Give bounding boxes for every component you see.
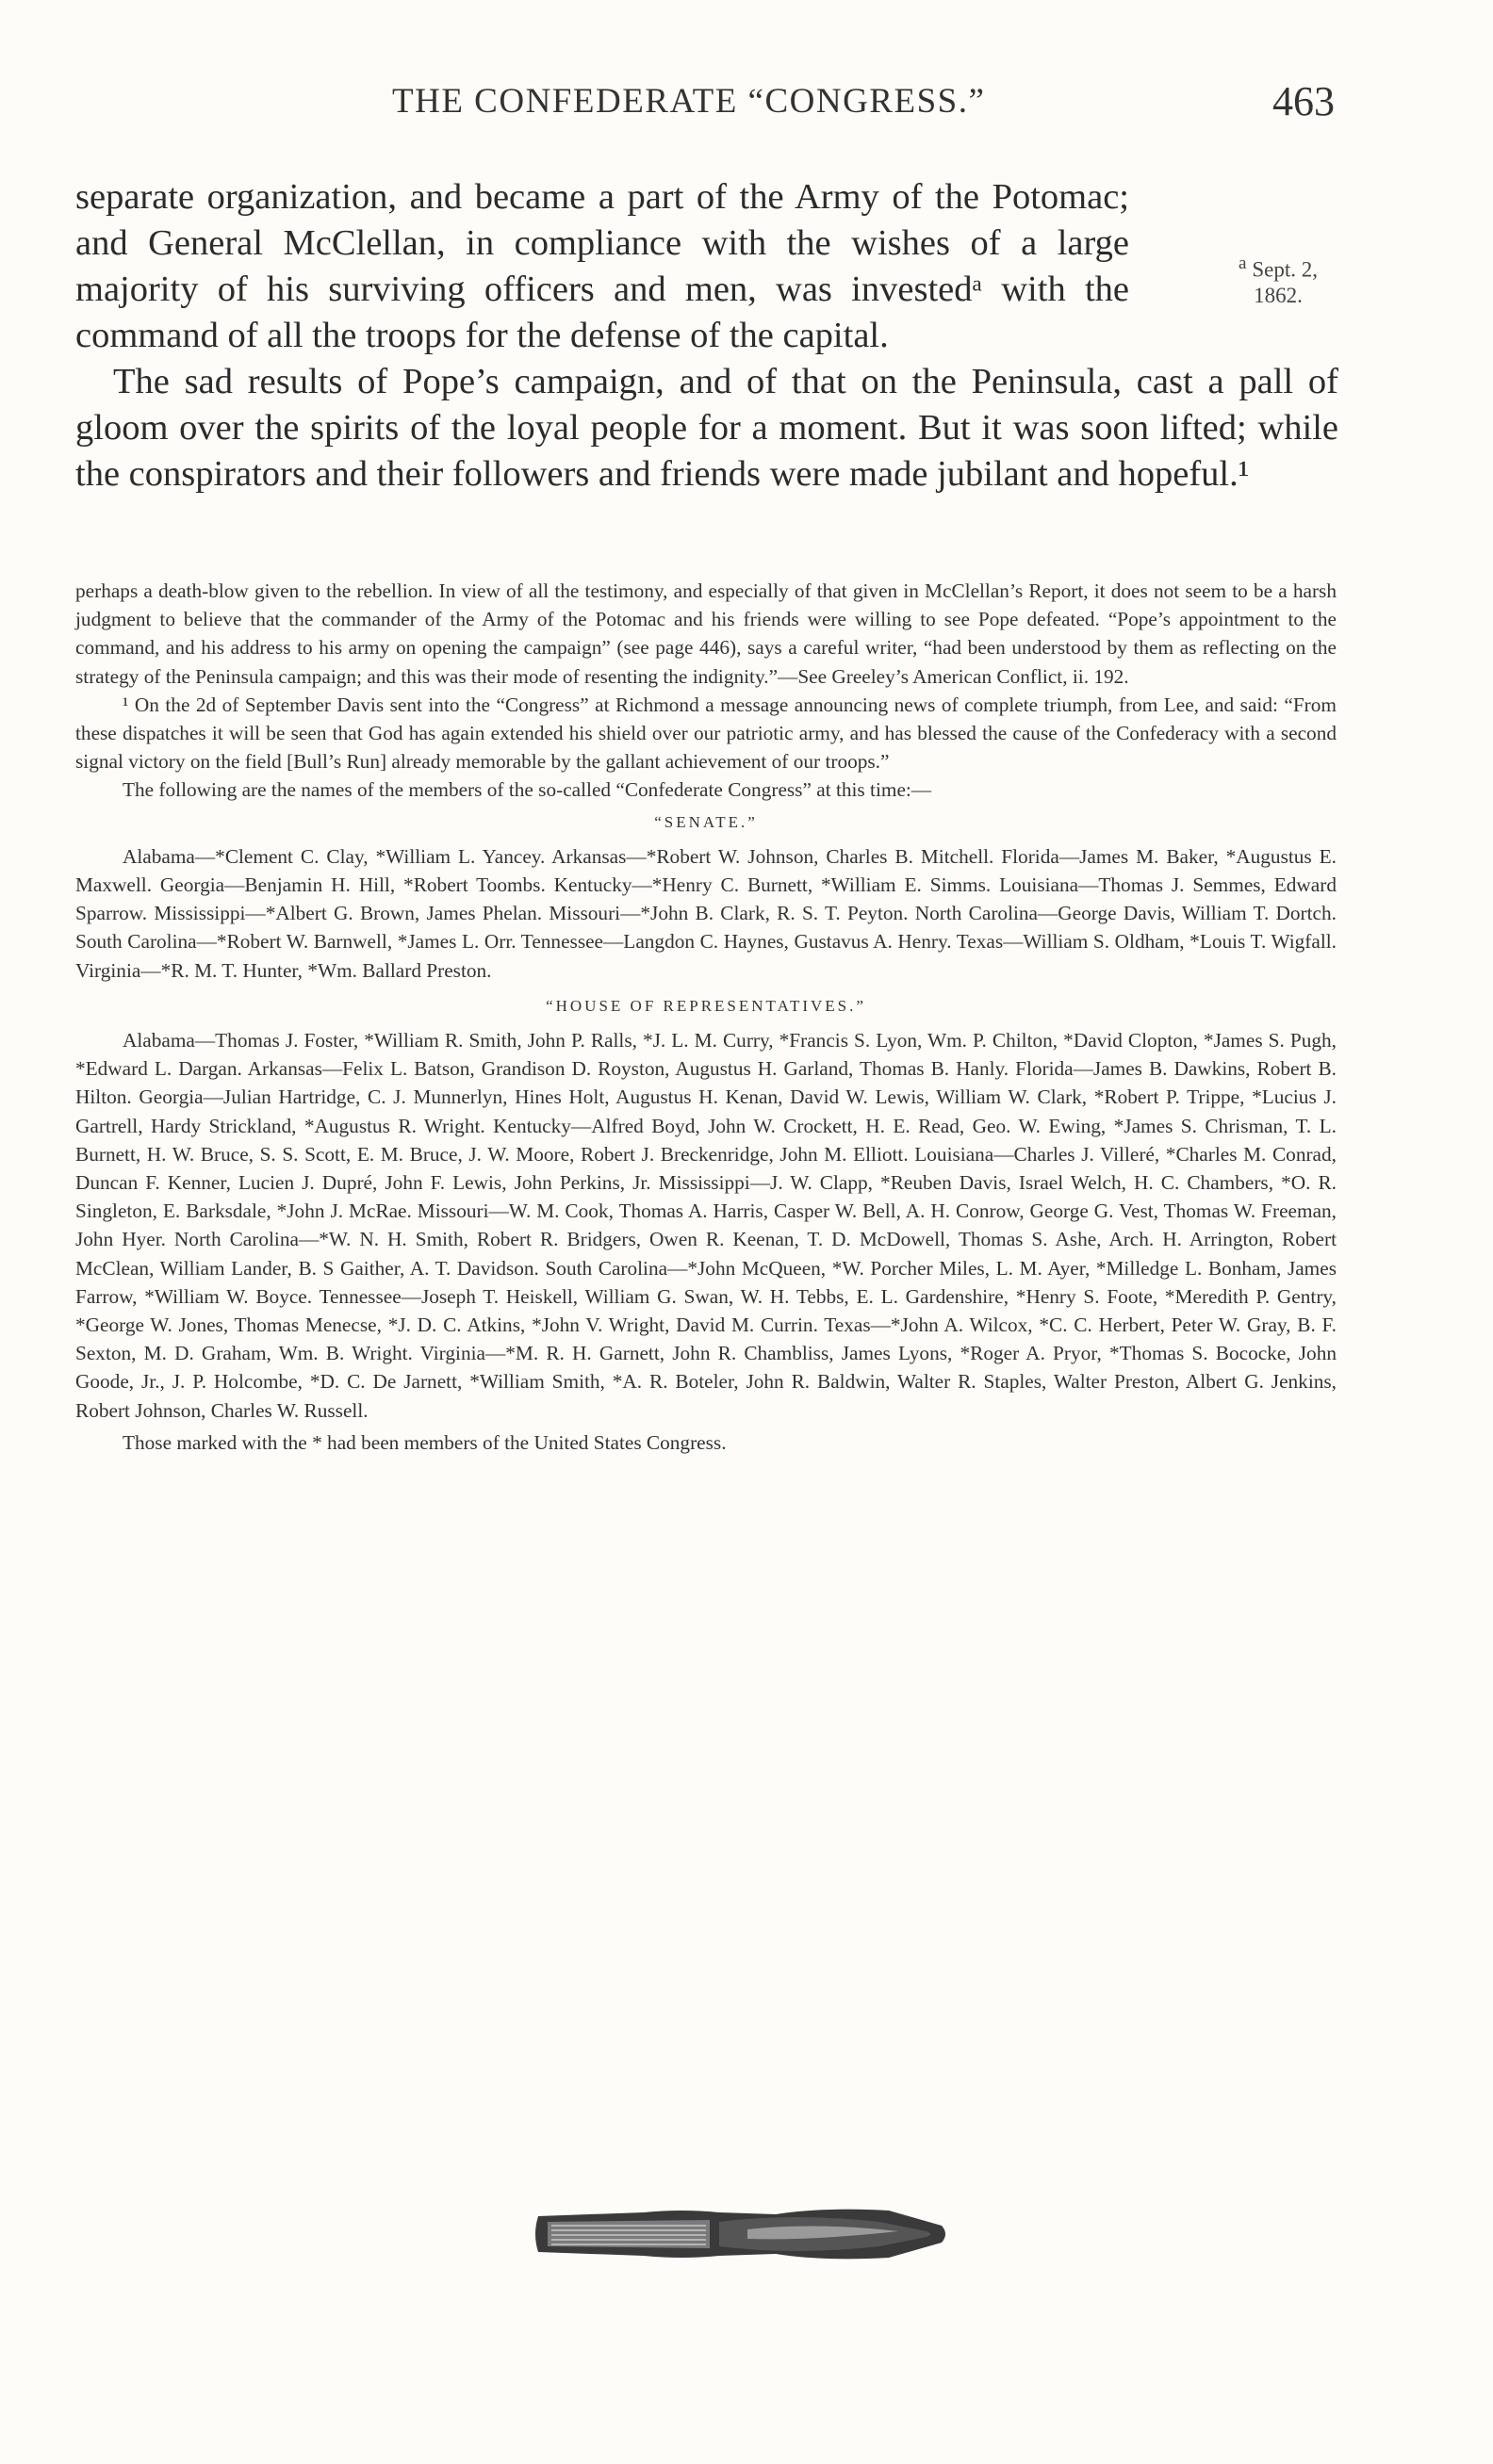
running-head — [75, 77, 1338, 134]
footnote-1: ¹ On the 2d of September Davis sent into the “Congress” at Richmond a message announcing news of complete triumph, from Lee, and said: “From these dispatches it will be seen that God has again extended his shield over our patriotic army, and has blessed the cause of the Confederacy with a second signal victory on the field [Bull’s Run] already memorable by the gallant achievement of our troops.” — [75, 693, 1337, 774]
footnotes — [75, 577, 1337, 1457]
house-heading: “HOUSE OF REPRESENTATIVES.” — [546, 996, 866, 1015]
running-title: THE CONFEDERATE “CONGRESS.” — [392, 82, 986, 121]
main-paragraph-1: separate organization, and became a part of the Army of the Potomac; and General McClellan, in compliance with the wishes of a large majority of his surviving officers and men, was investedᵃ with the command of all the troops for the defense of the capital. — [75, 177, 1129, 355]
margin-note-year: 1862. — [1254, 283, 1303, 307]
house-members: Alabama—Thomas J. Foster, *William R. Smith, John P. Ralls, *J. L. M. Curry, *Francis S. Lyon, Wm. P. Chilton, *David Clopton, *James S. Pugh, *Edward L. Dargan. Arkansas—Felix L. Batson, Grandison D. Royston, Augustus H. Garland, Thomas B. Hanly. Florida—James B. Dawkins, Robert B. Hilton. Georgia—Julian Hartridge, C. J. Munnerlyn, Hines Holt, Augustus H. Kenan, David W. Lewis, William W. Clark, *Robert P. Trippe, *Lucius J. Gartrell, Hardy Strickland, *Augustus R. Wright. Kentucky—Alfred Boyd, John W. Crockett, H. E. Read, Geo. W. Ewing, *James S. Chrisman, T. L. Burnett, H. W. Bruce, S. S. Scott, E. M. Bruce, J. W. Moore, Robert J. Breckenridge, John M. Elliott. Louisiana—Charles J. Villeré, *Charles M. Conrad, Duncan F. Kenner, Lucien J. Dupré, John F. Lewis, John Perkins, Jr. Mississippi—J. W. Clapp, *Reuben Davis, Israel Welch, H. C. Chambers, *O. R. Singleton, E. Barksdale, *John J. McRae. Missouri—W. M. Cook, Thomas A. Harris, Casper W. Bell, A. H. Conrow, George G. Vest, Thomas W. Freeman, John Hyer. North Carolina—*W. N. H. Smith, Robert R. Bridgers, Owen R. Keenan, T. D. McDowell, Thomas S. Ashe, Arch. H. Arrington, Robert McClean, William Lander, B. S Gaither, A. T. Davidson. South Carolina—*John McQueen, *W. Porcher Miles, L. M. Ayer, *Milledge L. Bonham, James Farrow, *William W. Boyce. Tennessee—Joseph T. Heiskell, William G. Swan, W. H. Tebbs, E. L. Gardenshire, *Henry S. Foote, *Meredith P. Gentry, *George W. Jones, Thomas Menecse, *J. D. C. Atkins, *John V. Wright, David M. Currin. Texas—*John A. Wilcox, *C. C. Herbert, Peter W. Gray, B. F. Sexton, M. D. Graham, Wm. B. Wright. Virginia—*M. R. H. Garnett, John R. Chambliss, James Lyons, *Roger A. Pryor, *Thomas S. Bococke, John Goode, Jr., J. P. Holcombe, *D. C. De Jarnett, *William Smith, *A. R. Boteler, John R. Baldwin, Walter R. Staples, Walter Preston, Albert G. Jenkins, Robert Johnson, Charles W. Russell. — [75, 1029, 1337, 1422]
senate-members: Alabama—*Clement C. Clay, *William L. Yancey. Arkansas—*Robert W. Johnson, Charles B. Mitchell. Florida—James M. Baker, *Augustus E. Maxwell. Georgia—Benjamin H. Hill, *Robert Toombs. Kentucky—*Henry C. Burnett, *William E. Simms. Louisiana—Thomas J. Semmes, Edward Sparrow. Mississippi—*Albert G. Brown, James Phelan. Missouri—*John B. Clark, R. S. T. Peyton. North Carolina—George Davis, William T. Dortch. South Carolina—*Robert W. Barnwell, *James L. Orr. Tennessee—Langdon C. Haynes, Gustavus A. Henry. Texas—William S. Oldham, *Louis T. Wigfall. Virginia—*R. M. T. Hunter, *Wm. Ballard Preston. — [75, 844, 1337, 982]
tailpiece-ornament — [531, 2194, 951, 2275]
margin-note-line-1 — [1212, 251, 1344, 283]
margin-note-date: Sept. 2, — [1252, 257, 1318, 282]
page-number: 463 — [1272, 78, 1335, 124]
members-intro: The following are the names of the members of the so-called “Confederate Congress” at this time:— — [123, 778, 932, 802]
main-text — [75, 174, 1338, 498]
margin-note-marker: a — [1239, 253, 1247, 273]
main-paragraph-2: The sad results of Pope’s campaign, and of that on the Peninsula, cast a pall of gloom over the spirits of the loyal people for a moment. But it was soon lifted; while the conspirators and their followers and friends were made jubilant and hopeful.¹ — [75, 362, 1338, 494]
margin-date-note — [1212, 251, 1344, 308]
closing-note: Those marked with the * had been members of the United States Congress. — [123, 1430, 727, 1454]
footnote-continued: perhaps a death-blow given to the rebellion. In view of all the testimony, and especially of that given in McClellan’s Report, it does not seem to be a harsh judgment to believe that the commander of the Army of the Potomac and his friends were willing to see Pope defeated. “Pope’s appointment to the command, and his address to his army on opening the campaign” (see page 446), says a careful writer, “had been understood by them as reflecting on the strategy of the Peninsula campaign; and this was their mode of resenting the indignity.”—See Greeley’s American Conflict, ii. 192. — [75, 579, 1337, 688]
senate-heading: “SENATE.” — [654, 812, 758, 831]
